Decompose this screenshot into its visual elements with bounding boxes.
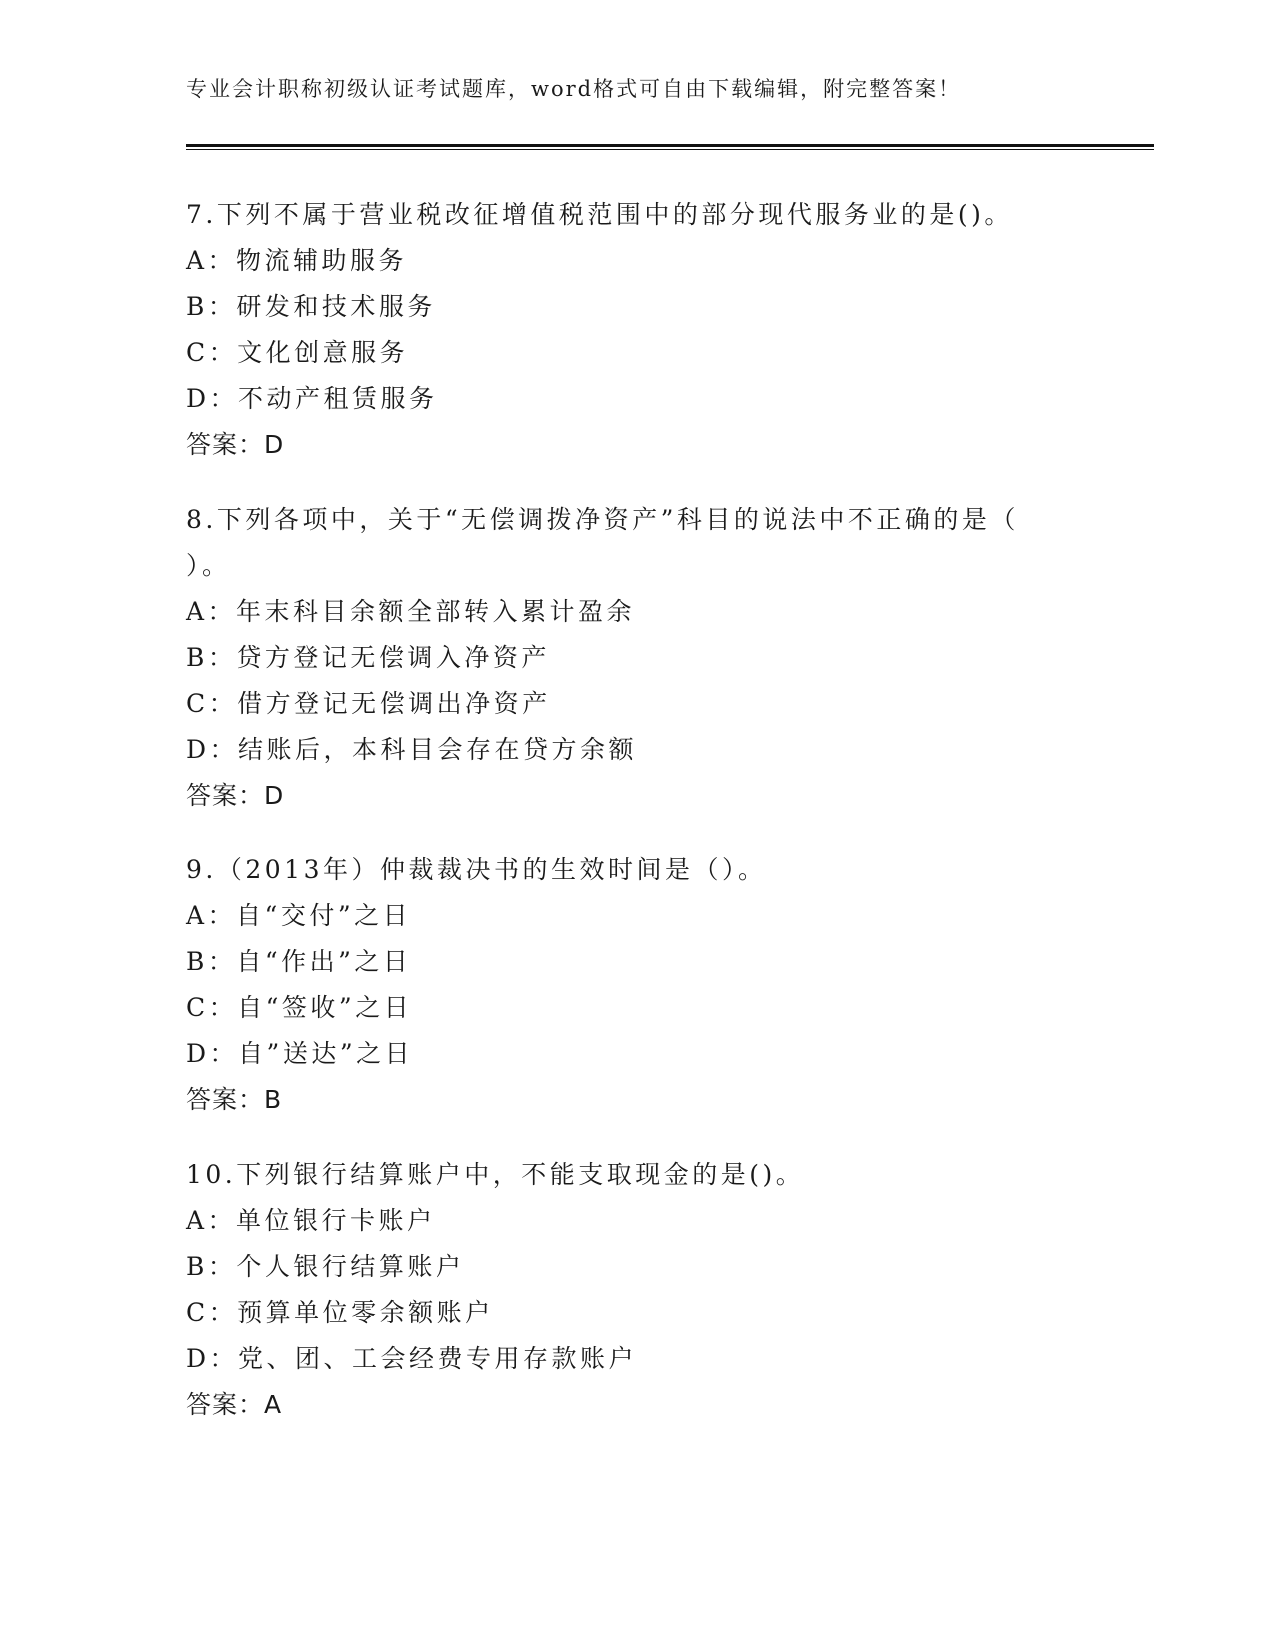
- option-b: B：自“作出”之日: [186, 947, 412, 976]
- question-stem: 9.（2013年）仲裁裁决书的生效时间是（）。: [186, 855, 767, 884]
- question-9: [186, 847, 1086, 1123]
- option-a: A：年末科目余额全部转入累计盈余: [186, 597, 636, 626]
- option-b: B：贷方登记无偿调入净资产: [186, 643, 550, 672]
- option-d: D：党、团、工会经费专用存款账户: [186, 1344, 638, 1373]
- option-c: C：文化创意服务: [186, 338, 409, 367]
- header-rule-thin: [186, 149, 1154, 150]
- option-a: A：自“交付”之日: [186, 901, 412, 930]
- question-stem: 8.下列各项中，关于“无偿调拨净资产”科目的说法中不正确的是（: [186, 505, 1019, 534]
- question-stem: 7.下列不属于营业税改征增值税范围中的部分现代服务业的是()。: [186, 200, 1013, 229]
- option-b: B：个人银行结算账户: [186, 1252, 465, 1281]
- answer-line: 答案：D: [186, 430, 285, 459]
- option-d: D：不动产租赁服务: [186, 384, 438, 413]
- option-c: C：自“签收”之日: [186, 993, 413, 1022]
- answer-line: 答案：D: [186, 781, 285, 810]
- header-rule-thick: [186, 144, 1154, 147]
- option-d: D：结账后，本科目会存在贷方余额: [186, 735, 638, 764]
- option-c: C：借方登记无偿调出净资产: [186, 689, 551, 718]
- question-stem: 10.下列银行结算账户中，不能支取现金的是()。: [186, 1160, 805, 1189]
- question-7: [186, 192, 1086, 468]
- answer-line: 答案：B: [186, 1085, 283, 1114]
- question-10: [186, 1152, 1086, 1428]
- question-stem-continued: ）。: [186, 551, 231, 580]
- document-header: 专业会计职称初级认证考试题库，word格式可自由下载编辑，附完整答案！: [186, 77, 962, 101]
- option-a: A：单位银行卡账户: [186, 1206, 436, 1235]
- question-8: [186, 497, 1086, 819]
- option-c: C：预算单位零余额账户: [186, 1298, 494, 1327]
- answer-line: 答案：A: [186, 1390, 283, 1419]
- option-d: D：自”送达”之日: [186, 1039, 414, 1068]
- option-a: A：物流辅助服务: [186, 246, 408, 275]
- option-b: B：研发和技术服务: [186, 292, 436, 321]
